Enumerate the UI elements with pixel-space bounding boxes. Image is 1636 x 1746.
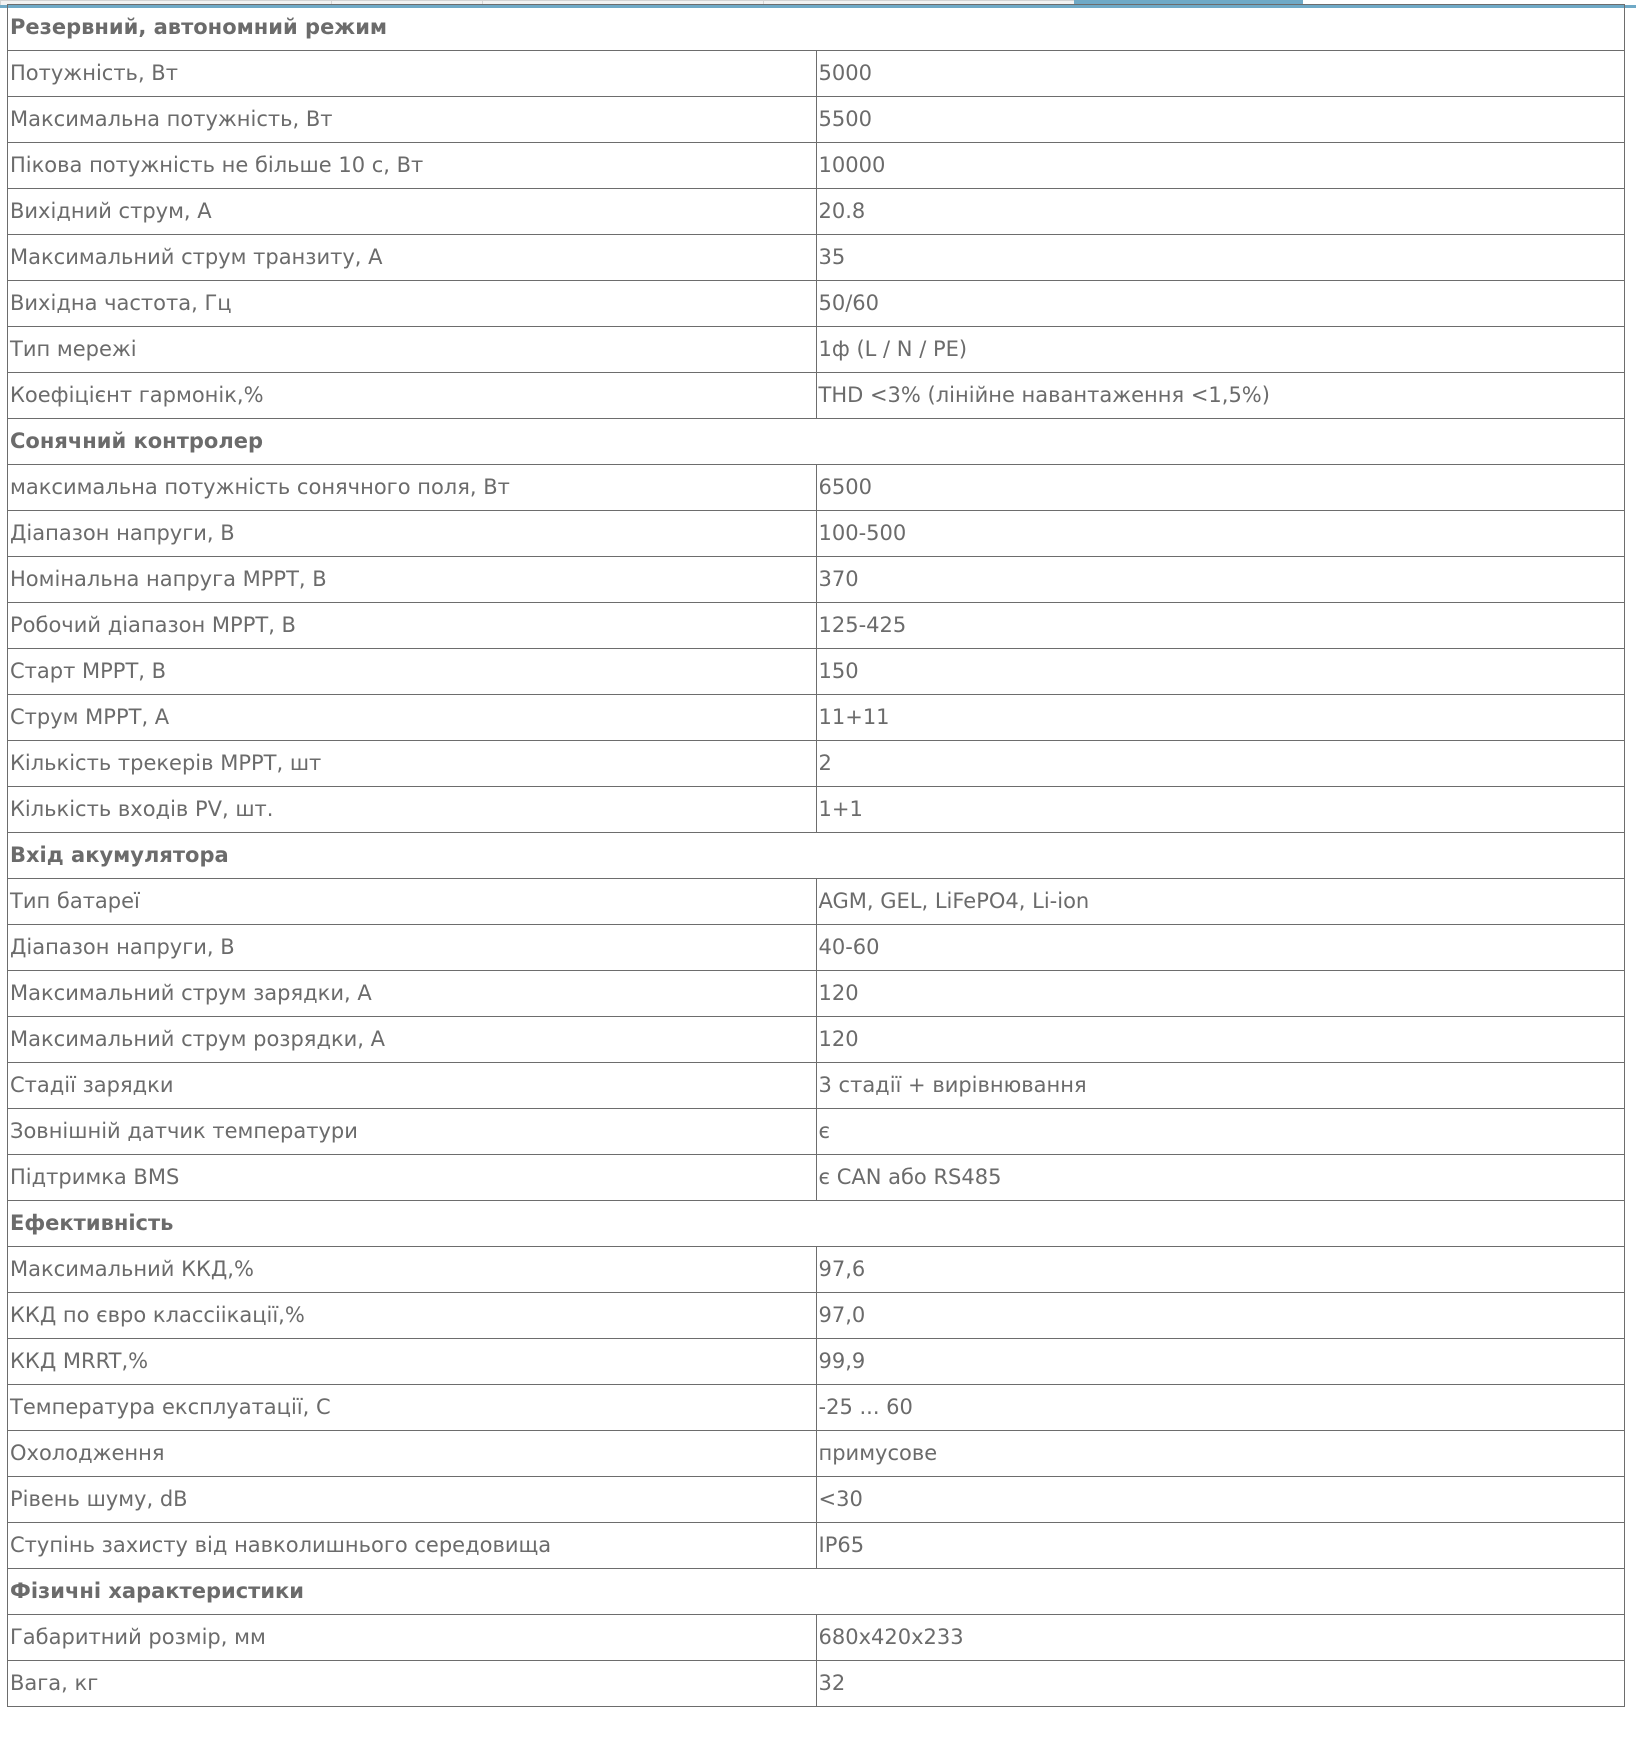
section-header-row bbox=[8, 5, 1625, 51]
spec-name: Діапазон напруги, В bbox=[8, 925, 817, 971]
spec-row bbox=[8, 695, 1625, 741]
spec-row bbox=[8, 51, 1625, 97]
spec-value: 35 bbox=[816, 235, 1625, 281]
spec-row bbox=[8, 649, 1625, 695]
spec-name: Максимальний струм розрядки, А bbox=[8, 1017, 817, 1063]
spec-value: 120 bbox=[816, 1017, 1625, 1063]
spec-row bbox=[8, 1385, 1625, 1431]
spec-row bbox=[8, 925, 1625, 971]
section-title: Вхід акумулятора bbox=[8, 833, 1625, 879]
spec-value: IP65 bbox=[816, 1523, 1625, 1569]
spec-row bbox=[8, 603, 1625, 649]
spec-value: 97,6 bbox=[816, 1247, 1625, 1293]
spec-row bbox=[8, 97, 1625, 143]
spec-name: Потужність, Вт bbox=[8, 51, 817, 97]
spec-name: Ступінь захисту від навколишнього середовища bbox=[8, 1523, 817, 1569]
specifications-table bbox=[7, 4, 1625, 1707]
spec-name: Габаритний розмір, мм bbox=[8, 1615, 817, 1661]
spec-name: максимальна потужність сонячного поля, Вт bbox=[8, 465, 817, 511]
spec-value: 100-500 bbox=[816, 511, 1625, 557]
spec-row bbox=[8, 465, 1625, 511]
spec-row bbox=[8, 281, 1625, 327]
spec-value: 370 bbox=[816, 557, 1625, 603]
spec-value: 2 bbox=[816, 741, 1625, 787]
section-header-row bbox=[8, 833, 1625, 879]
spec-name: ККД по євро классіікації,% bbox=[8, 1293, 817, 1339]
spec-row bbox=[8, 1293, 1625, 1339]
spec-row bbox=[8, 879, 1625, 925]
spec-name: ККД MRRT,% bbox=[8, 1339, 817, 1385]
spec-name: Максимальна потужність, Вт bbox=[8, 97, 817, 143]
spec-name: Тип батареї bbox=[8, 879, 817, 925]
spec-row bbox=[8, 1615, 1625, 1661]
spec-name: Діапазон напруги, В bbox=[8, 511, 817, 557]
section-header-row bbox=[8, 1201, 1625, 1247]
spec-name: Охолодження bbox=[8, 1431, 817, 1477]
spec-name: Тип мережі bbox=[8, 327, 817, 373]
spec-row bbox=[8, 557, 1625, 603]
spec-name: Робочий діапазон MPPT, В bbox=[8, 603, 817, 649]
spec-row bbox=[8, 1523, 1625, 1569]
spec-name: Вага, кг bbox=[8, 1661, 817, 1707]
spec-value: <30 bbox=[816, 1477, 1625, 1523]
spec-name: Температура експлуатації, С bbox=[8, 1385, 817, 1431]
spec-name: Кількість входів PV, шт. bbox=[8, 787, 817, 833]
section-title: Ефективність bbox=[8, 1201, 1625, 1247]
spec-value: є bbox=[816, 1109, 1625, 1155]
section-title: Фізичні характеристики bbox=[8, 1569, 1625, 1615]
spec-value: 32 bbox=[816, 1661, 1625, 1707]
spec-row bbox=[8, 511, 1625, 557]
spec-name: Коефіцієнт гармонік,% bbox=[8, 373, 817, 419]
spec-name: Струм MPPT, А bbox=[8, 695, 817, 741]
spec-value: 120 bbox=[816, 971, 1625, 1017]
spec-value: примусове bbox=[816, 1431, 1625, 1477]
spec-name: Максимальний струм зарядки, А bbox=[8, 971, 817, 1017]
spec-row bbox=[8, 1339, 1625, 1385]
spec-value: 1ф (L / N / PE) bbox=[816, 327, 1625, 373]
spec-row bbox=[8, 741, 1625, 787]
spec-value: 99,9 bbox=[816, 1339, 1625, 1385]
section-header-row bbox=[8, 419, 1625, 465]
spec-name: Вихідна частота, Гц bbox=[8, 281, 817, 327]
spec-value: -25 ... 60 bbox=[816, 1385, 1625, 1431]
spec-value: 97,0 bbox=[816, 1293, 1625, 1339]
spec-value: 3 стадії + вирівнювання bbox=[816, 1063, 1625, 1109]
spec-value: 5500 bbox=[816, 97, 1625, 143]
section-header-row bbox=[8, 1569, 1625, 1615]
spec-row bbox=[8, 189, 1625, 235]
spec-value: AGM, GEL, LiFePO4, Li-ion bbox=[816, 879, 1625, 925]
spec-value: 680x420x233 bbox=[816, 1615, 1625, 1661]
spec-name: Рівень шуму, dB bbox=[8, 1477, 817, 1523]
spec-row bbox=[8, 1247, 1625, 1293]
spec-row bbox=[8, 1431, 1625, 1477]
spec-row bbox=[8, 1155, 1625, 1201]
spec-name: Підтримка BMS bbox=[8, 1155, 817, 1201]
spec-row bbox=[8, 1477, 1625, 1523]
spec-value: 20.8 bbox=[816, 189, 1625, 235]
spec-row bbox=[8, 971, 1625, 1017]
section-title: Резервний, автономний режим bbox=[8, 5, 1625, 51]
section-title: Сонячний контролер bbox=[8, 419, 1625, 465]
spec-value: 11+11 bbox=[816, 695, 1625, 741]
spec-value: 40-60 bbox=[816, 925, 1625, 971]
spec-value: 1+1 bbox=[816, 787, 1625, 833]
spec-value: THD <3% (лінійне навантаження <1,5%) bbox=[816, 373, 1625, 419]
spec-row bbox=[8, 1017, 1625, 1063]
spec-name: Вихідний струм, А bbox=[8, 189, 817, 235]
spec-row bbox=[8, 1063, 1625, 1109]
spec-name: Старт MPPT, В bbox=[8, 649, 817, 695]
spec-row bbox=[8, 787, 1625, 833]
spec-value: 10000 bbox=[816, 143, 1625, 189]
spec-value: 150 bbox=[816, 649, 1625, 695]
spec-name: Стадії зарядки bbox=[8, 1063, 817, 1109]
spec-row bbox=[8, 143, 1625, 189]
spec-row bbox=[8, 373, 1625, 419]
spec-name: Пікова потужність не більше 10 с, Вт bbox=[8, 143, 817, 189]
spec-row bbox=[8, 235, 1625, 281]
spec-row bbox=[8, 327, 1625, 373]
spec-name: Максимальний струм транзиту, А bbox=[8, 235, 817, 281]
spec-row bbox=[8, 1661, 1625, 1707]
spec-value: 6500 bbox=[816, 465, 1625, 511]
spec-name: Зовнішній датчик температури bbox=[8, 1109, 817, 1155]
spec-value: 50/60 bbox=[816, 281, 1625, 327]
spec-value: 5000 bbox=[816, 51, 1625, 97]
spec-name: Кількість трекерів MPPT, шт bbox=[8, 741, 817, 787]
spec-row bbox=[8, 1109, 1625, 1155]
spec-value: 125-425 bbox=[816, 603, 1625, 649]
spec-name: Номінальна напруга MPPT, В bbox=[8, 557, 817, 603]
spec-value: є CAN або RS485 bbox=[816, 1155, 1625, 1201]
spec-name: Максимальний ККД,% bbox=[8, 1247, 817, 1293]
